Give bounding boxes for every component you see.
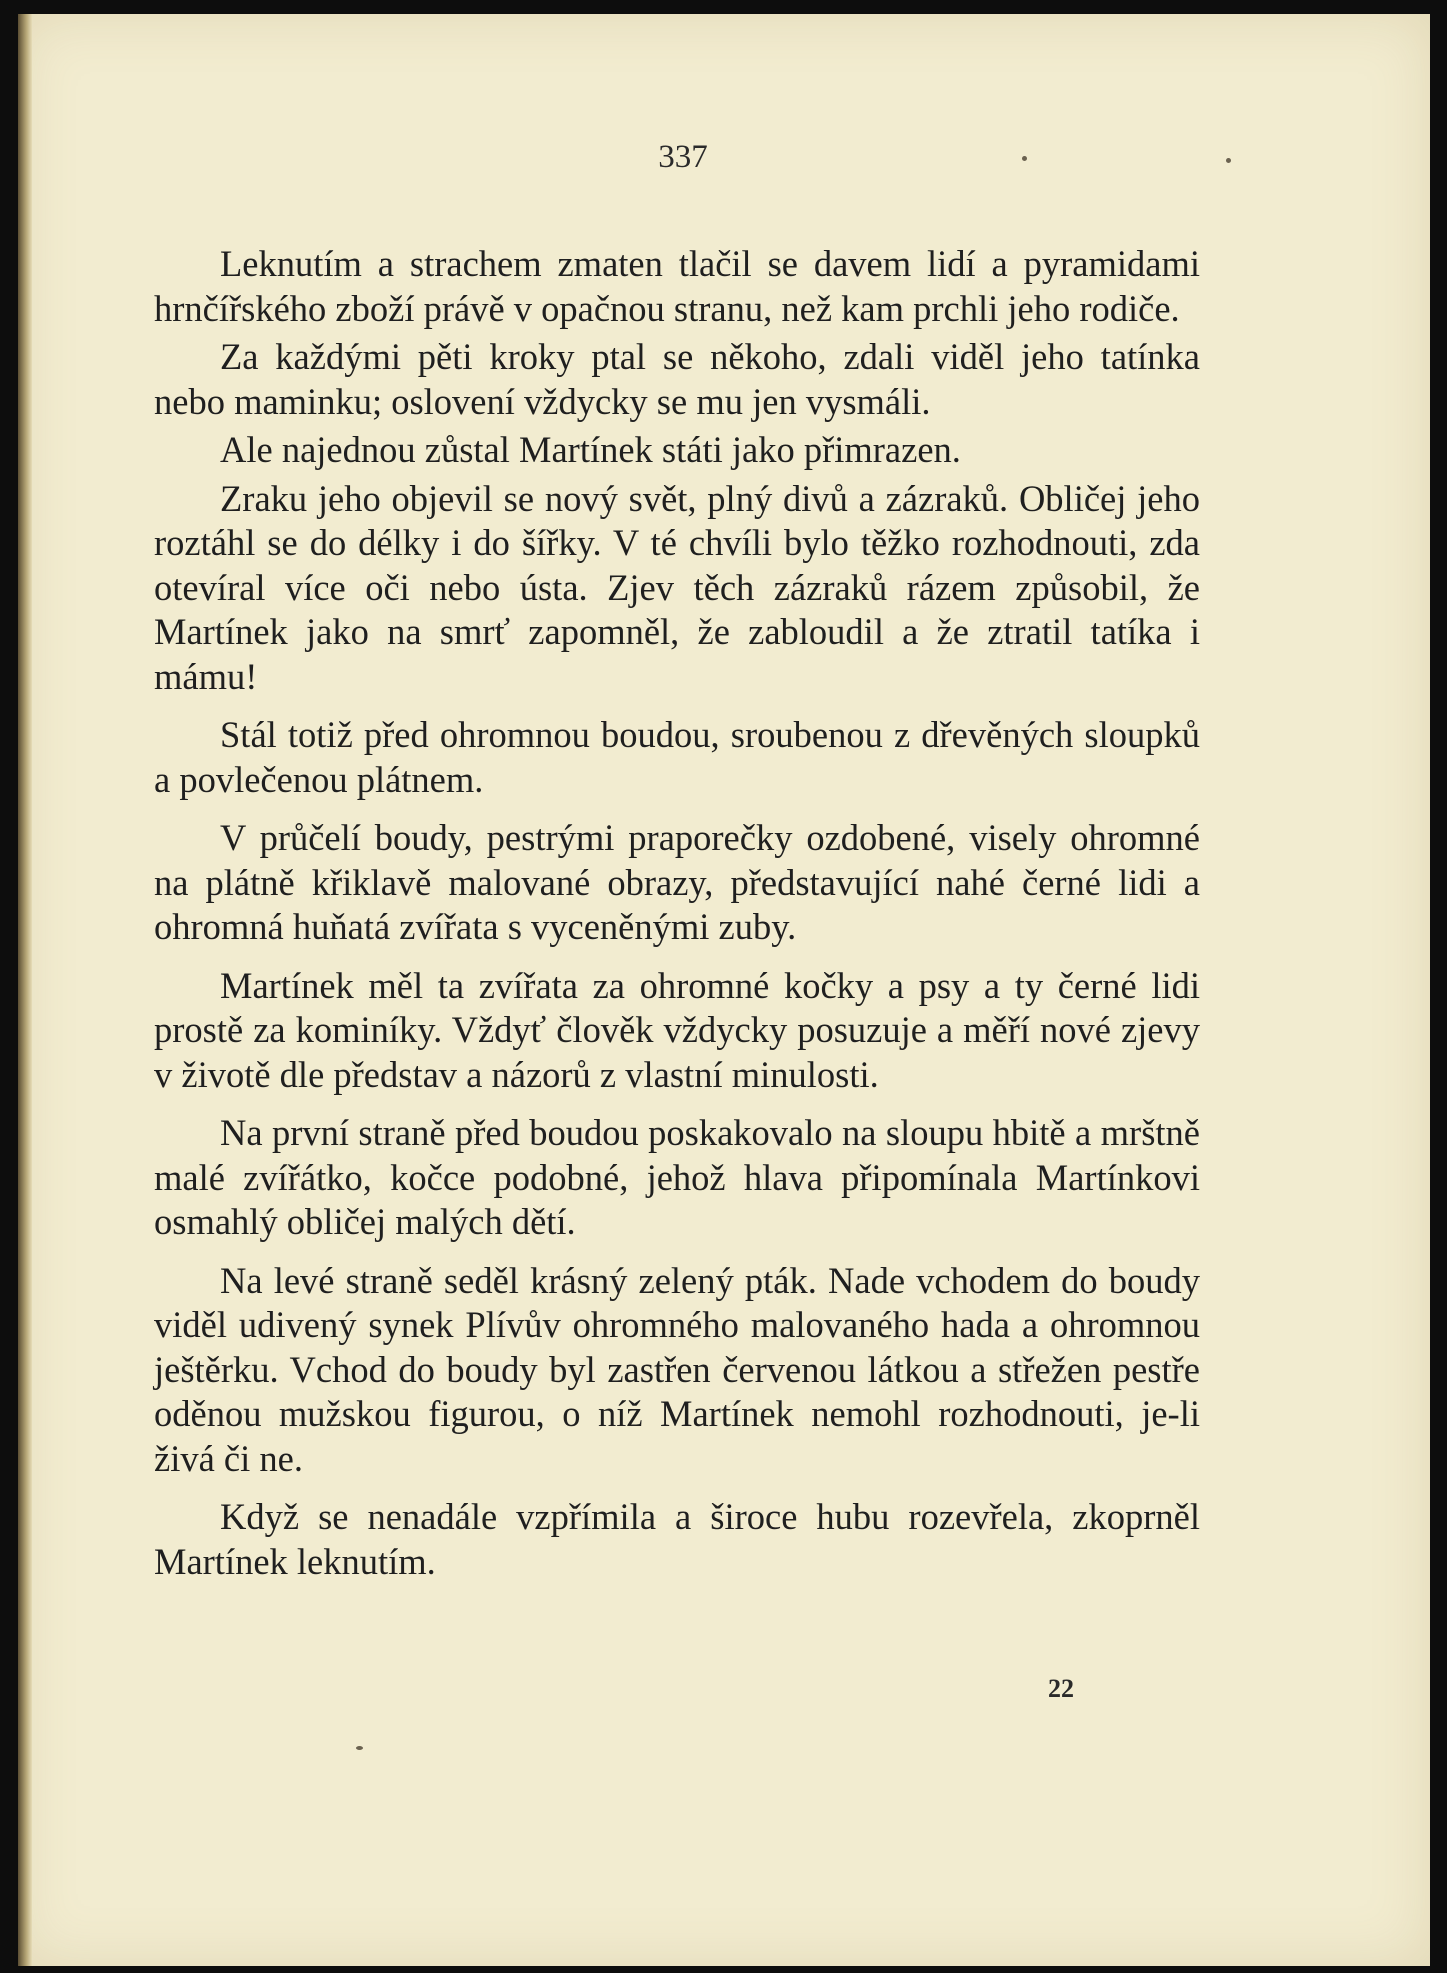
paragraph-5: Stál totiž před ohromnou boudou, sroubenou z dřevěných sloupků a povlečenou plátnem. [154, 714, 1200, 800]
paragraph-7: Martínek měl ta zvířata za ohromné kočky a psy a ty černé lidi prostě za kominíky. Vždyť člověk vždycky posuzuje a měří nové zjevy v životě dle představ a názorů z vlastní minulosti. [154, 964, 1200, 1095]
signature-mark: 22 [1048, 1674, 1074, 1703]
binding-edge [18, 14, 32, 1966]
paper-speck [1226, 158, 1231, 163]
paper-speck [356, 1746, 363, 1750]
page-number: 337 [658, 139, 708, 175]
paragraph-3: Ale najednou zůstal Martínek státi jako přimrazen. [220, 429, 961, 470]
paragraph-8: Na první straně před boudou poskakovalo na sloupu hbitě a mrštně malé zvířátko, kočce podobné, jehož hlava připomínala Martínkovi osmahlý obličej malých dětí. [154, 1112, 1200, 1242]
paragraph-10: Když se nenadále vzpřímila a široce hubu rozevřela, zkoprněl Martínek leknutím. [154, 1496, 1200, 1582]
paragraph-6: V průčelí boudy, pestrými praporečky ozdobené, visely ohromné na plátně křiklavě malované obrazy, představující nahé černé lidi a ohromná huňatá zvířata s vyceněnými zuby. [154, 817, 1200, 947]
paragraph-1: Leknutím a strachem zmaten tlačil se davem lidí a pyramidami hrnčířského zboží právě v opačnou stranu, než kam prchli jeho rodiče. [154, 243, 1200, 329]
paragraph-4: Zraku jeho objevil se nový svět, plný divů a zázraků. Obličej jeho roztáhl se do délky i do šířky. V té chvíli bylo těžko rozhodnouti, zda otevíral více oči nebo ústa. Zjev těch zázraků rázem způsobil, že Martínek jako na smrť zapomněl, že zabloudil a že ztratil tatíka i mámu! [154, 477, 1200, 697]
paragraph-9: Na levé straně seděl krásný zelený pták. Nade vchodem do boudy viděl udivený synek Plívův ohromného malovaného hada a ohromnou ještěrku. Vchod do boudy byl zastřen červenou látkou a střežen pestře oděnou mužskou figurou, o níž Martínek nemohl rozhodnouti, je-li živá či ne. [154, 1259, 1200, 1479]
paper-speck [1022, 156, 1027, 161]
book-page [18, 14, 1430, 1966]
body-text [154, 242, 1200, 1598]
paragraph-2: Za každými pěti kroky ptal se někoho, zdali viděl jeho tatínka nebo maminku; oslovení vždycky se mu jen vysmáli. [154, 336, 1200, 422]
